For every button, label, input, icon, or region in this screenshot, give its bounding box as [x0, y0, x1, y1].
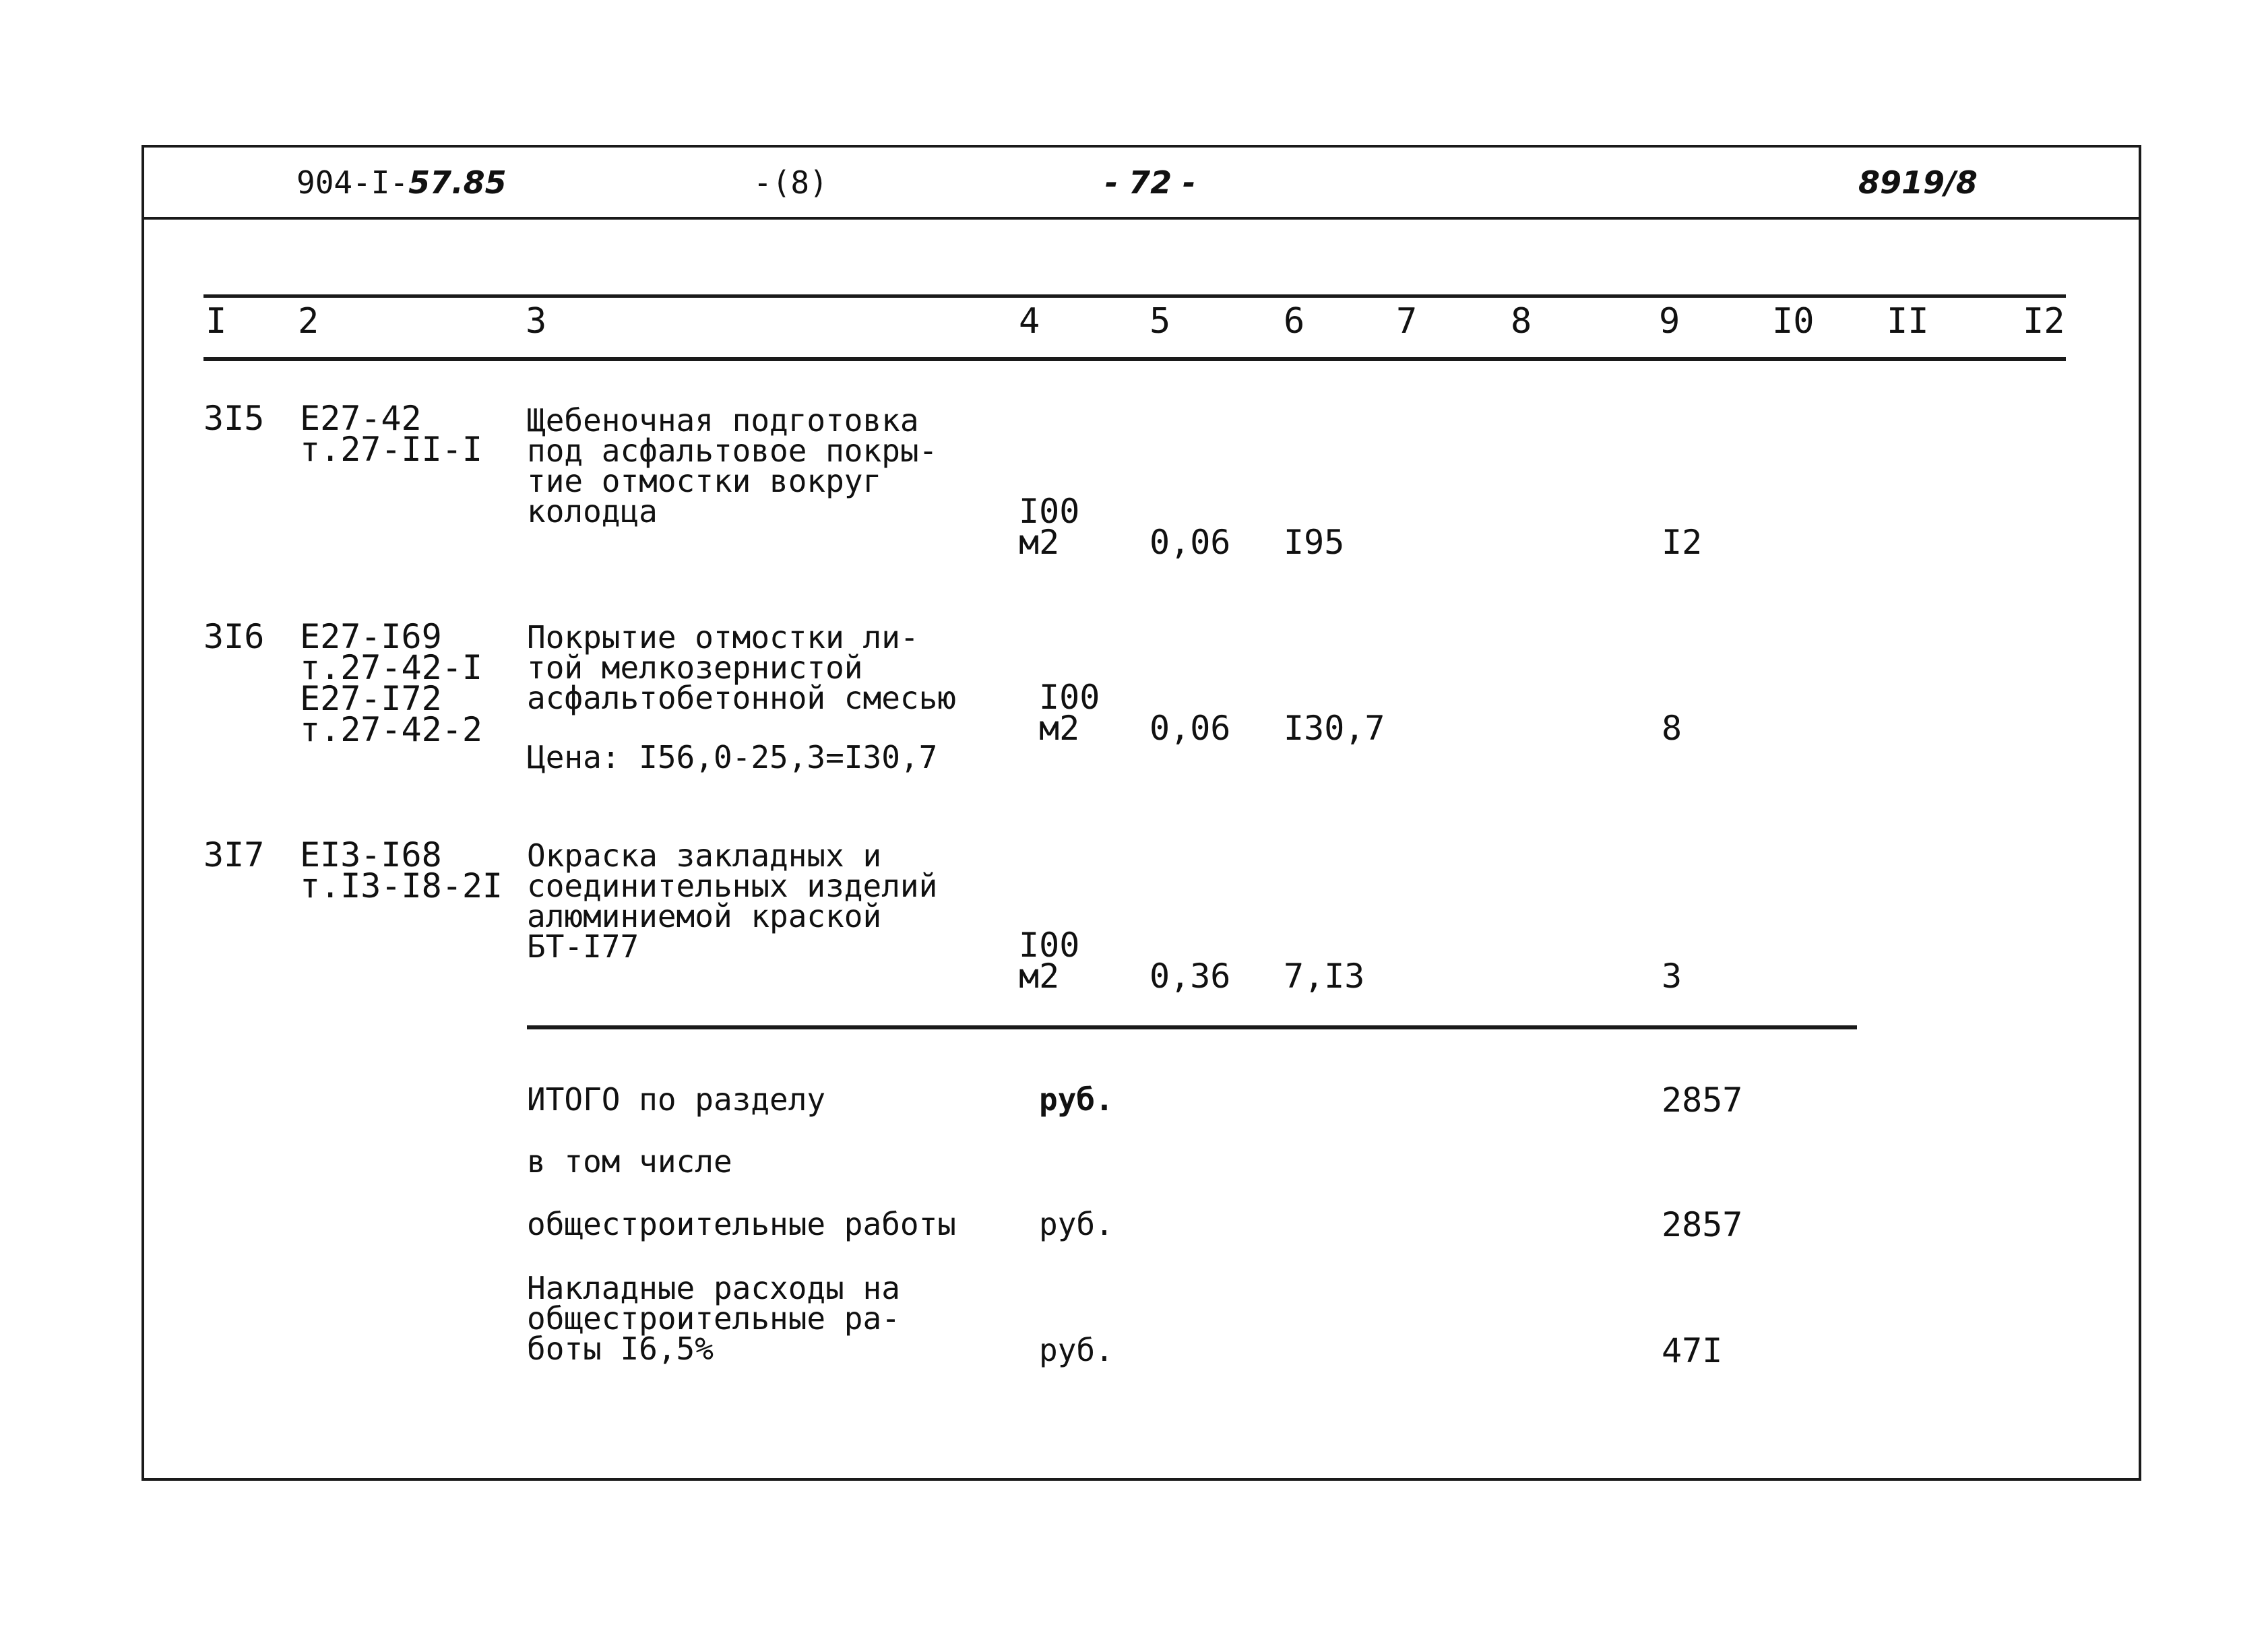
quantity: 0,06 — [1149, 709, 1231, 748]
rate-code-line: т.27-II-I — [300, 430, 482, 469]
rate-code-line: т.27-42-I — [300, 648, 482, 687]
summary-label-line: боты I6,5% — [527, 1331, 714, 1367]
unit-of-measure — [1019, 492, 1080, 562]
summary-label-overhead — [527, 1270, 900, 1367]
table-top-rule — [203, 294, 2066, 298]
sheet-mark: -(8) — [753, 164, 828, 201]
document-code — [296, 164, 507, 201]
column-number: I2 — [2023, 301, 2065, 342]
page-frame — [141, 145, 2141, 1481]
summary-label-line: общестроительные ра- — [527, 1300, 900, 1337]
unit-price: I95 — [1284, 523, 1345, 562]
work-description — [527, 619, 956, 716]
unit-of-measure — [1039, 678, 1100, 748]
rate-code — [300, 399, 482, 469]
total-cost: 8 — [1662, 709, 1682, 748]
unit-line: I00 — [1039, 678, 1100, 717]
column-number: 4 — [1019, 301, 1040, 342]
summary-label-line: Накладные расходы на — [527, 1270, 900, 1306]
price-note: Цена: I56,0-25,3=I30,7 — [527, 739, 938, 775]
summary-label-including: в том числе — [527, 1143, 732, 1180]
summary-label-construction-works: общестроительные работы — [527, 1206, 956, 1242]
summary-label-section-total: ИТОГО по разделу — [527, 1081, 826, 1118]
rate-code-line: т.I3-I8-2I — [300, 866, 503, 905]
header-divider — [144, 217, 2139, 220]
column-number: 3 — [526, 301, 547, 342]
summary-value: 2857 — [1662, 1205, 1743, 1244]
description-line: Окраска закладных и — [527, 837, 882, 874]
table-header-rule — [203, 357, 2066, 361]
unit-line: м2 — [1019, 523, 1060, 562]
total-cost: 3 — [1662, 957, 1682, 996]
document-code-printed: 904-I- — [296, 164, 409, 201]
row-number: 3I6 — [203, 617, 265, 656]
rate-code — [300, 617, 482, 749]
summary-unit: руб. — [1039, 1206, 1114, 1242]
description-line: соединительных изделий — [527, 868, 938, 904]
work-description — [527, 837, 938, 965]
description-line: асфальтобетонной смесью — [527, 680, 956, 716]
rate-code-line: т.27-42-2 — [300, 710, 482, 749]
unit-price: 7,I3 — [1284, 957, 1365, 996]
summary-value: 2857 — [1662, 1081, 1743, 1120]
description-line: под асфальтовое покры- — [527, 433, 938, 469]
unit-line: I00 — [1019, 492, 1080, 531]
column-number: 8 — [1511, 301, 1532, 342]
description-line: Покрытие отмостки ли- — [527, 619, 919, 655]
summary-value: 47I — [1662, 1331, 1723, 1370]
rate-code-line: Е27-I72 — [300, 679, 442, 718]
column-number: 6 — [1284, 301, 1305, 342]
unit-line: м2 — [1019, 957, 1060, 996]
description-line: тие отмостки вокруг — [527, 463, 882, 499]
unit-line: м2 — [1039, 709, 1080, 748]
page-number: - 72 - — [1105, 164, 1196, 201]
work-description — [527, 402, 938, 530]
column-number: 7 — [1396, 301, 1418, 342]
total-cost: I2 — [1662, 523, 1703, 562]
column-number: 2 — [298, 301, 319, 342]
subtotal-rule — [527, 1025, 1857, 1029]
row-number: 3I7 — [203, 835, 265, 874]
description-line: БТ-I77 — [527, 928, 639, 965]
description-line: Щебеночная подготовка — [527, 402, 919, 439]
description-line: той мелкозернистой — [527, 649, 863, 686]
rate-code-line: ЕI3-I68 — [300, 835, 442, 874]
rate-code-line: Е27-42 — [300, 399, 422, 438]
description-line: колодца — [527, 493, 658, 530]
unit-price: I30,7 — [1284, 709, 1385, 748]
inventory-number: 8919/8 — [1858, 164, 1978, 201]
summary-unit: руб. — [1039, 1332, 1114, 1368]
description-line: алюминиемой краской — [527, 898, 882, 934]
summary-unit: руб. — [1039, 1081, 1114, 1118]
column-number: 9 — [1659, 301, 1680, 342]
row-number: 3I5 — [203, 399, 265, 438]
quantity: 0,06 — [1149, 523, 1231, 562]
rate-code — [300, 835, 503, 905]
column-number: 5 — [1149, 301, 1171, 342]
column-number: I — [206, 301, 227, 342]
rate-code-line: Е27-I69 — [300, 617, 442, 656]
document-code-handwritten: 57.85 — [408, 164, 507, 201]
column-number: II — [1887, 301, 1929, 342]
column-number: I0 — [1772, 301, 1815, 342]
quantity: 0,36 — [1149, 957, 1231, 996]
unit-of-measure — [1019, 926, 1080, 996]
unit-line: I00 — [1019, 926, 1080, 965]
